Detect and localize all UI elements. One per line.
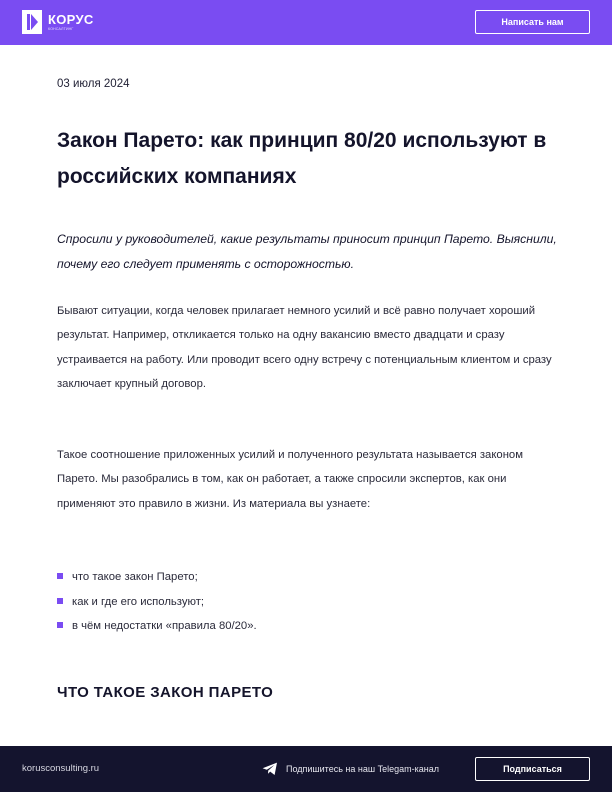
write-us-button[interactable]: Написать нам (475, 10, 590, 34)
korus-logo-icon (22, 10, 42, 34)
list-item-text: в чём недостатки «правила 80/20». (72, 620, 257, 632)
square-bullet-icon (57, 598, 63, 604)
subscribe-button[interactable]: Подписаться (475, 757, 590, 781)
list-item (57, 614, 257, 639)
square-bullet-icon (57, 573, 63, 579)
korus-logo[interactable] (22, 10, 94, 34)
telegram-icon[interactable] (262, 762, 278, 776)
telegram-subscribe-text[interactable]: Подпишитесь на наш Telegam-канал (286, 764, 439, 774)
list-item (57, 565, 257, 590)
logo-text (48, 13, 94, 32)
site-header (0, 0, 612, 45)
square-bullet-icon (57, 622, 63, 628)
contents-list (57, 565, 257, 639)
site-footer (0, 746, 612, 792)
logo-name: КОРУС (48, 11, 94, 27)
article-paragraph: Бывают ситуации, когда человек прилагает немного усилий и всё равно получает хороший результат. Например, откликается только на одну вакансию вместо двадцати и сразу устраивается на работу. Или проводит всего одну встречу с потенциальным клиентом и сразу заключает крупный договор. (57, 305, 552, 391)
article-title: Закон Парето: как принцип 80/20 используют в российских компаниях (57, 129, 547, 188)
list-item-text: что такое закон Парето; (72, 571, 198, 583)
article-paragraph: Такое соотношение приложенных усилий и полученного результата называется законом Парето. Мы разобрались в том, как он работает, а также спросили экспертов, как они применяют это правило в жизни. Из материала вы узнаете: (57, 449, 523, 510)
site-link[interactable]: korusconsulting.ru (22, 763, 100, 774)
logo-subtitle: КОНСАЛТИНГ (48, 26, 74, 31)
article-lead: Спросили у руководителей, какие результаты приносит принцип Парето. Выяснили, почему его следует применять с осторожностью. (57, 232, 557, 271)
list-item-text: как и где его используют; (72, 595, 205, 608)
section-heading: ЧТО ТАКОЕ ЗАКОН ПАРЕТО (57, 684, 274, 701)
article-date: 03 июля 2024 (57, 78, 130, 90)
list-item (57, 590, 257, 615)
